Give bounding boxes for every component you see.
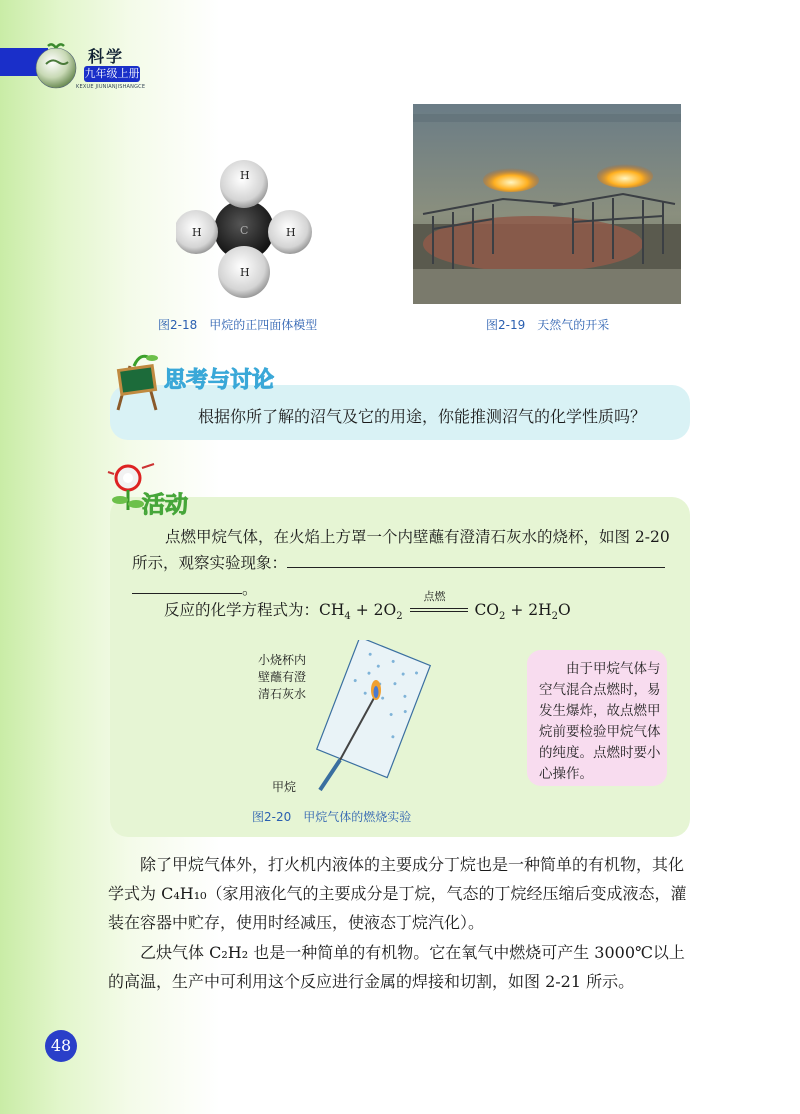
chemical-equation: 反应的化学方程式为：$CH_4 + 2O_2$ 点燃 $CO_2 + 2H_2O$ [164, 590, 571, 623]
safety-note-text: 由于甲烷气体与空气混合点燃时，易发生爆炸，故点燃甲烷前要检验甲烷气体的纯度。点燃时要小心操作。 [539, 661, 661, 782]
subject-title: 科学 [88, 47, 125, 66]
natural-gas-extraction-photo [413, 104, 681, 304]
hydrogen-atom-top [220, 160, 268, 208]
grade-badge: 九年级上册 [84, 67, 140, 80]
reaction-condition: 点燃 [423, 590, 446, 603]
paragraph-acetylene: 乙炔气体 C₂H₂ 也是一种简单的有机物。它在氧气中燃烧可产生 3000℃以上的高温，生产中可利用这个反应进行金属的焊接和切割，如图 2-21 所示。 [108, 943, 685, 991]
methane-model-figure [176, 160, 312, 300]
activity-paragraph-line2: 所示，观察实验现象： [132, 550, 677, 576]
figure-2-19-caption: 图2-19 天然气的开采 [486, 318, 610, 332]
paragraph-butane: 除了甲烷气体外，打火机内液体的主要成分丁烷也是一种简单的有机物，其化学式为 C₄H₁₀（家用液化气的主要成分是丁烷，气态的丁烷经压缩后变成液态，灌装在容器中贮存，使用时经减压，使液态丁烷汽化）。 [108, 855, 687, 932]
answer-blank-1[interactable] [287, 553, 665, 568]
methane-combustion-figure [300, 640, 460, 800]
svg-text:H: H [240, 169, 250, 182]
think-discuss-question: 根据你所了解的沼气及它的用途，你能推测沼气的化学性质吗？ [198, 407, 647, 426]
figure-2-18-caption: 图2-18 甲烷的正四面体模型 [158, 318, 318, 332]
svg-text:H: H [240, 266, 250, 279]
beaker-label-line2: 壁蘸有澄 [258, 670, 307, 684]
svg-text:H: H [286, 226, 296, 239]
answer-blank-2[interactable] [132, 579, 242, 594]
easel-board-icon [112, 352, 164, 412]
beaker-label-line3: 清石灰水 [258, 687, 307, 701]
activity-paragraph-line1: 点燃甲烷气体，在火焰上方罩一个内壁蘸有澄清石灰水的烧杯，如图 2-20 [165, 528, 670, 546]
svg-text:H: H [192, 226, 202, 239]
beaker-label-line1: 小烧杯内 [258, 653, 307, 667]
globe-logo-icon [32, 42, 80, 90]
header-pinyin: KEXUE JIUNIANJISHANGCE [76, 84, 146, 90]
activity-paragraph-line3: 。 [132, 576, 677, 602]
carbon-label: C [240, 224, 249, 237]
methane-gas-label: 甲烷 [272, 780, 297, 794]
page-number: 48 [50, 1036, 72, 1055]
think-discuss-title: 思考与讨论 [164, 368, 275, 393]
figure-2-20-caption: 图2-20 甲烷气体的燃烧实验 [252, 810, 412, 824]
activity-title: 活动 [142, 492, 188, 518]
